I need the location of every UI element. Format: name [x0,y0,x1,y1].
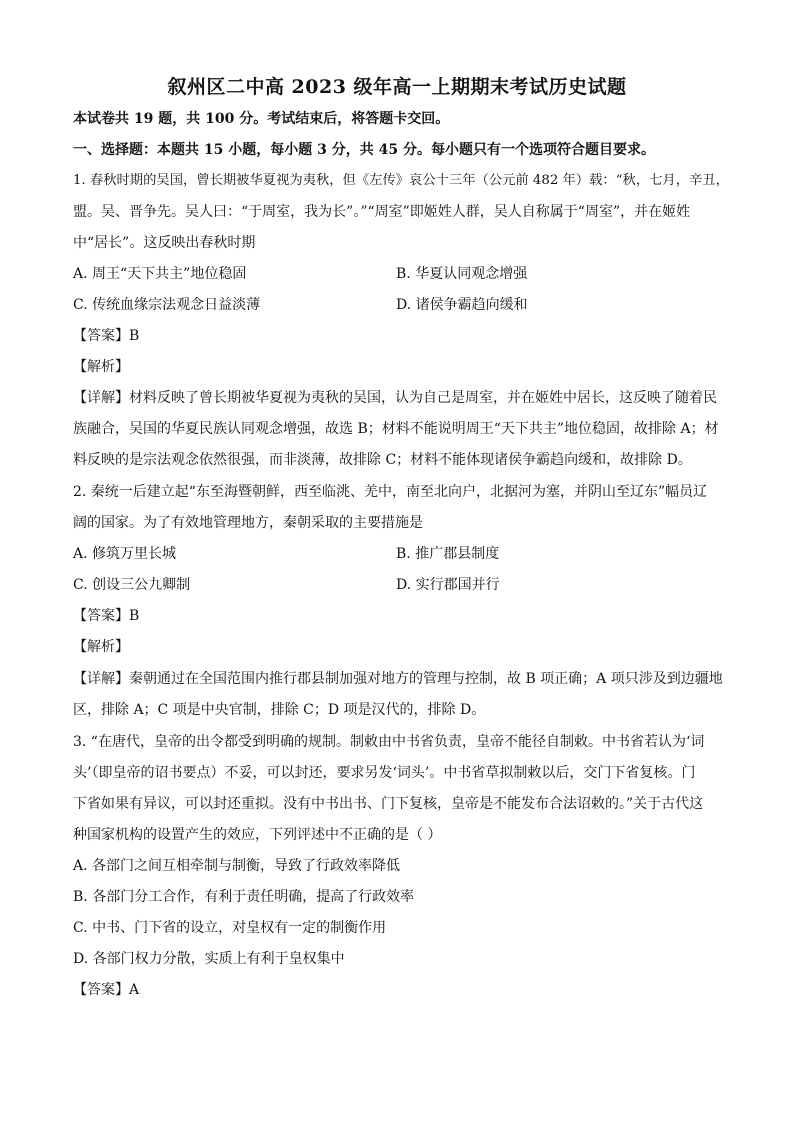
q2-option-d: D. 实行郡国并行 [396,577,500,593]
q1-option-d: D. 诸侯争霸趋向缓和 [396,297,528,313]
q3-stem-line-4: 种国家机构的设置产生的效应，下列评述中不正确的是（ ） [73,827,442,843]
q3-answer: 【答案】A [73,982,140,998]
page-title: 叙州区二中高 2023 级年高一上期期末考试历史试题 [167,76,627,98]
q2-option-b: B. 推广郡县制度 [396,546,500,562]
q1-option-c: C. 传统血缘宗法观念日益淡薄 [73,297,261,313]
q2-analysis-label: 【解析】 [73,639,129,655]
q2-option-c: C. 创设三公九卿制 [73,577,191,593]
q2-stem-line-2: 阔的国家。为了有效地管理地方，秦朝采取的主要措施是 [73,515,423,531]
q3-option-a: A. 各部门之间互相牵制与制衡，导致了行政效率降低 [73,858,401,874]
exam-intro: 本试卷共 19 题，共 100 分。考试结束后，将答题卡交回。 [73,111,450,127]
q1-stem-line-1: 1. 春秋时期的吴国，曾长期被华夏视为夷秋，但《左传》哀公十三年（公元前 482 年）载：“秋，七月，辛丑， [73,173,729,188]
q2-stem-line-1: 2. 秦统一后建立起“东至海暨朝鲜，西至临洮、羌中，南至北向户，北据河为塞，并阴山至辽东”幅员辽 [73,484,708,500]
q1-detail-line-3: 料反映的是宗法观念依然很强，而非淡薄，故排除 C；材料不能体现诸侯争霸趋向缓和，故排除 D。 [73,452,692,468]
section-header: 一、选择题：本题共 15 小题，每小题 3 分，共 45 分。每小题只有一个选项符合题目要求。 [73,142,655,158]
q1-stem-line-3: 中“居长”。这反映出春秋时期 [73,235,256,251]
q1-option-a: A. 周王“天下共主”地位稳固 [73,266,247,282]
q3-stem-line-1: 3. “在唐代，皇帝的出令都受到明确的规制。制敕由中书省负责，皇帝不能径自制敕。中书省若认为‘词 [73,734,705,750]
q1-analysis-label: 【解析】 [73,359,129,375]
q3-option-d: D. 各部门权力分散，实质上有利于皇权集中 [73,951,345,967]
q1-option-b: B. 华夏认同观念增强 [396,266,528,282]
q1-stem-line-2: 盟。吴、晋争先。吴人曰：“于周室，我为长”。”“周室”即姬姓人群，吴人自称属于“周室”，并在姬姓 [73,204,691,220]
q2-detail-line-2: 区，排除 A；C 项是中央官制，排除 C；D 项是汉代的，排除 D。 [73,702,486,718]
q2-detail-line-1: 【详解】秦朝通过在全国范围内推行郡县制加强对地方的管理与控制，故 B 项正确；A 项只涉及到边疆地 [73,671,723,687]
q2-option-a: A. 修筑万里长城 [73,546,177,562]
q1-answer: 【答案】B [73,328,140,344]
q3-stem-line-2: 头’（即皇帝的诏书要点）不妥，可以封还，要求另发‘词头’。中书省草拟制敕以后，交门下省复核。门 [73,765,696,781]
q2-answer: 【答案】B [73,608,140,624]
q1-detail-line-1: 【详解】材料反映了曾长期被华夏视为夷秋的吴国，认为自己是周室，并在姬姓中居长，这反映了随着民 [73,390,717,406]
q1-detail-line-2: 族融合，吴国的华夏民族认同观念增强，故选 B；材料不能说明周王“天下共主”地位稳固，故排除 A；材 [73,421,719,437]
q3-option-c: C. 中书、门下省的设立，对皇权有一定的制衡作用 [73,920,387,936]
q3-stem-line-3: 下省如果有异议，可以封还重拟。没有中书出书、门下复核，皇帝是不能发布合法诏敕的。”关于古代这 [73,796,704,812]
q3-option-b: B. 各部门分工合作，有利于责任明确，提高了行政效率 [73,889,415,905]
